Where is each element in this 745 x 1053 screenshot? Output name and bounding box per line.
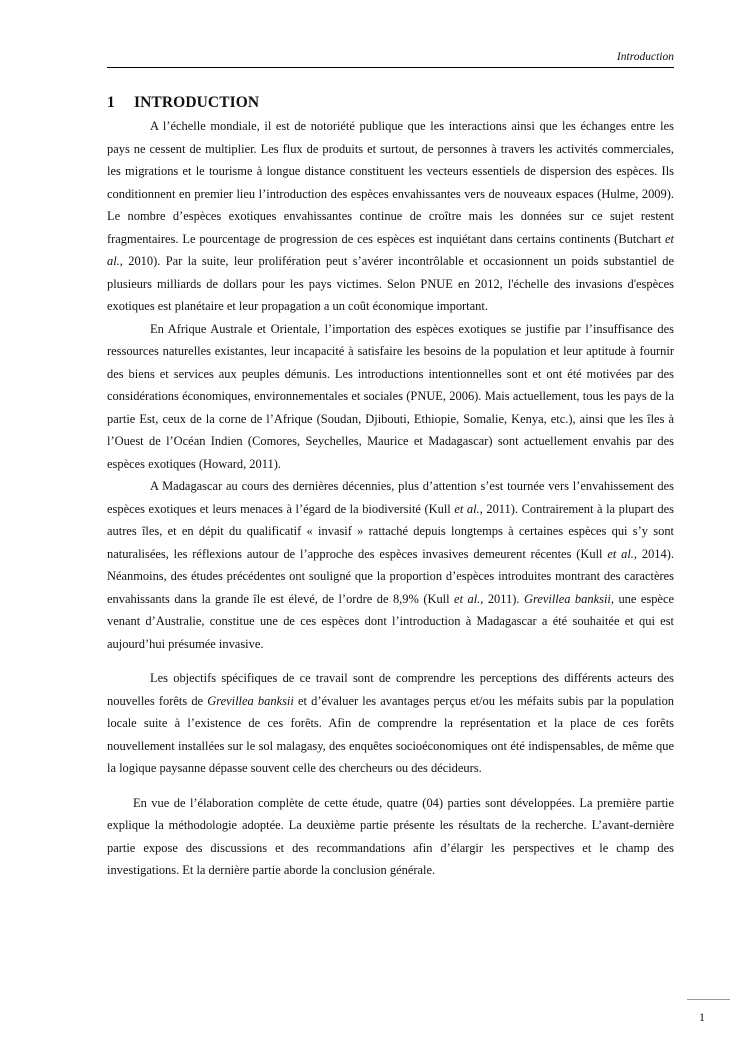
paragraph-3	[107, 475, 674, 655]
paragraph-4	[107, 667, 674, 780]
species-name: Grevillea banksii,	[523, 591, 614, 606]
running-header: Introduction	[616, 51, 674, 63]
paragraph-1-text-end: , 2010). Par la suite, leur prolifération peut s’avérer incontrôlable et occasionnent un poids substantiel de plusieurs milliards de dollars pour les pays victimes. Selon PNUE en 2012, l'échelle des invasions d'espèces exotiques est planétaire et leur propagation a un coût économique important.	[107, 254, 674, 313]
paragraph-4-text-a: Les objectifs spécifiques de ce travail sont de comprendre les perceptions des différents acteurs des nouvelles forêts de	[107, 671, 674, 708]
paragraph-3-text-c: , 2014). Néanmoins, des études précédentes ont souligné que la proportion d’espèces introduites montrant des caractères envahissants dans la grande île est élevé, de l’ordre de 8,9% (Kull	[107, 546, 674, 606]
section-number: 1	[107, 94, 115, 111]
citation-et-al: et al.,	[454, 591, 484, 606]
paragraph-2: En Afrique Australe et Orientale, l’importation des espèces exotiques se justifie par l’insuffisance des ressources naturelles existantes, leur incapacité à satisfaire les besoins de la population et leur aptitude à fournir des biens et services aux peuples démunis. Les introductions intentionnelles sont et ont été motivées par des considérations économiques, environnementales et sociales (PNUE, 2006). Mais actuellement, tous les pays de la partie Est, ceux de la corne de l’Afrique (Soudan, Djibouti, Ethiopie, Somalie, Kenya, etc.), ainsi que les îles à l’Ouest de l’Océan Indien (Comores, Seychelles, Maurice et Madagascar) sont actuellement envahis par des espèces exotiques (Howard, 2011).	[107, 321, 674, 471]
paragraph-3-text-e: une espèce venant d’Australie, constitue une de ces espèces dont l’introduction à Madagascar a été souhaitée et qui est aujourd’hui présumée invasive.	[107, 591, 674, 651]
page-number: 1	[699, 1010, 705, 1024]
citation-et-al: et al.,	[454, 501, 483, 516]
paragraph-3-text-a: A Madagascar au cours des dernières décennies, plus d’attention s’est tournée vers l’envahissement des espèces exotiques et leurs menaces à l’égard de la biodiversité (Kull	[107, 479, 674, 516]
paragraph-3-text-d: 2011).	[483, 591, 524, 606]
paragraph-5: En vue de l’élaboration complète de cette étude, quatre (04) parties sont développées. La première partie explique la méthodologie adoptée. La deuxième partie présente les résultats de la recherche. L’avant-dernière partie expose des discussions et des recommandations afin d’élargir les perspectives et le champ des investigations. Et la dernière partie aborde la conclusion générale.	[107, 795, 674, 877]
paragraph-1	[107, 115, 674, 318]
paragraph-1-text: A l’échelle mondiale, il est de notoriété publique que les interactions ainsi que les échanges entre les pays ne cessent de multiplier. Les flux de produits et surtout, de personnes à travers les activités commerciales, les migrations et le tourisme à longue distance constituent les vecteurs essentiels de dispersion des espèces. Ils conditionnent en premier lieu l’introduction des espèces envahissantes vers de nouveaux espaces (Hulme, 2009). Le nombre d’espèces exotiques envahissantes continue de croître mais les données sur ce sujet restent fragmentaires. Le pourcentage de progression de ces espèces est inquiétant dans certains continents (Butchart	[107, 119, 674, 246]
citation-et-al: et al.	[607, 546, 634, 561]
footer-rule	[687, 999, 730, 1000]
header-rule	[107, 67, 674, 68]
citation-et-al: et al.	[107, 231, 674, 268]
paragraph-4-text-b: et d’évaluer les avantages perçus et/ou les méfaits subis par la population locale suite à l’existence de ces forêts. Afin de comprendre la représentation et la place de ces forêts nouvellement installées sur le sol malagasy, des enquêtes socioéconomiques ont été indispensables, de même que la logique paysanne dépasse souvent celle des chercheurs ou des décideurs.	[107, 693, 675, 775]
section-heading	[107, 92, 674, 114]
species-name: Grevillea banksii	[207, 693, 294, 708]
page-body	[107, 92, 674, 882]
section-title: INTRODUCTION	[134, 94, 260, 111]
paragraph-3-text-b: 2011). Contrairement à la plupart des autres îles, et en dépit du qualificatif « invasif » rattaché depuis longtemps à certaines espèces qui s’y sont naturalisées, les réflexions autour de l’approche des espèces invasives demeurent récentes (Kull	[107, 501, 675, 561]
